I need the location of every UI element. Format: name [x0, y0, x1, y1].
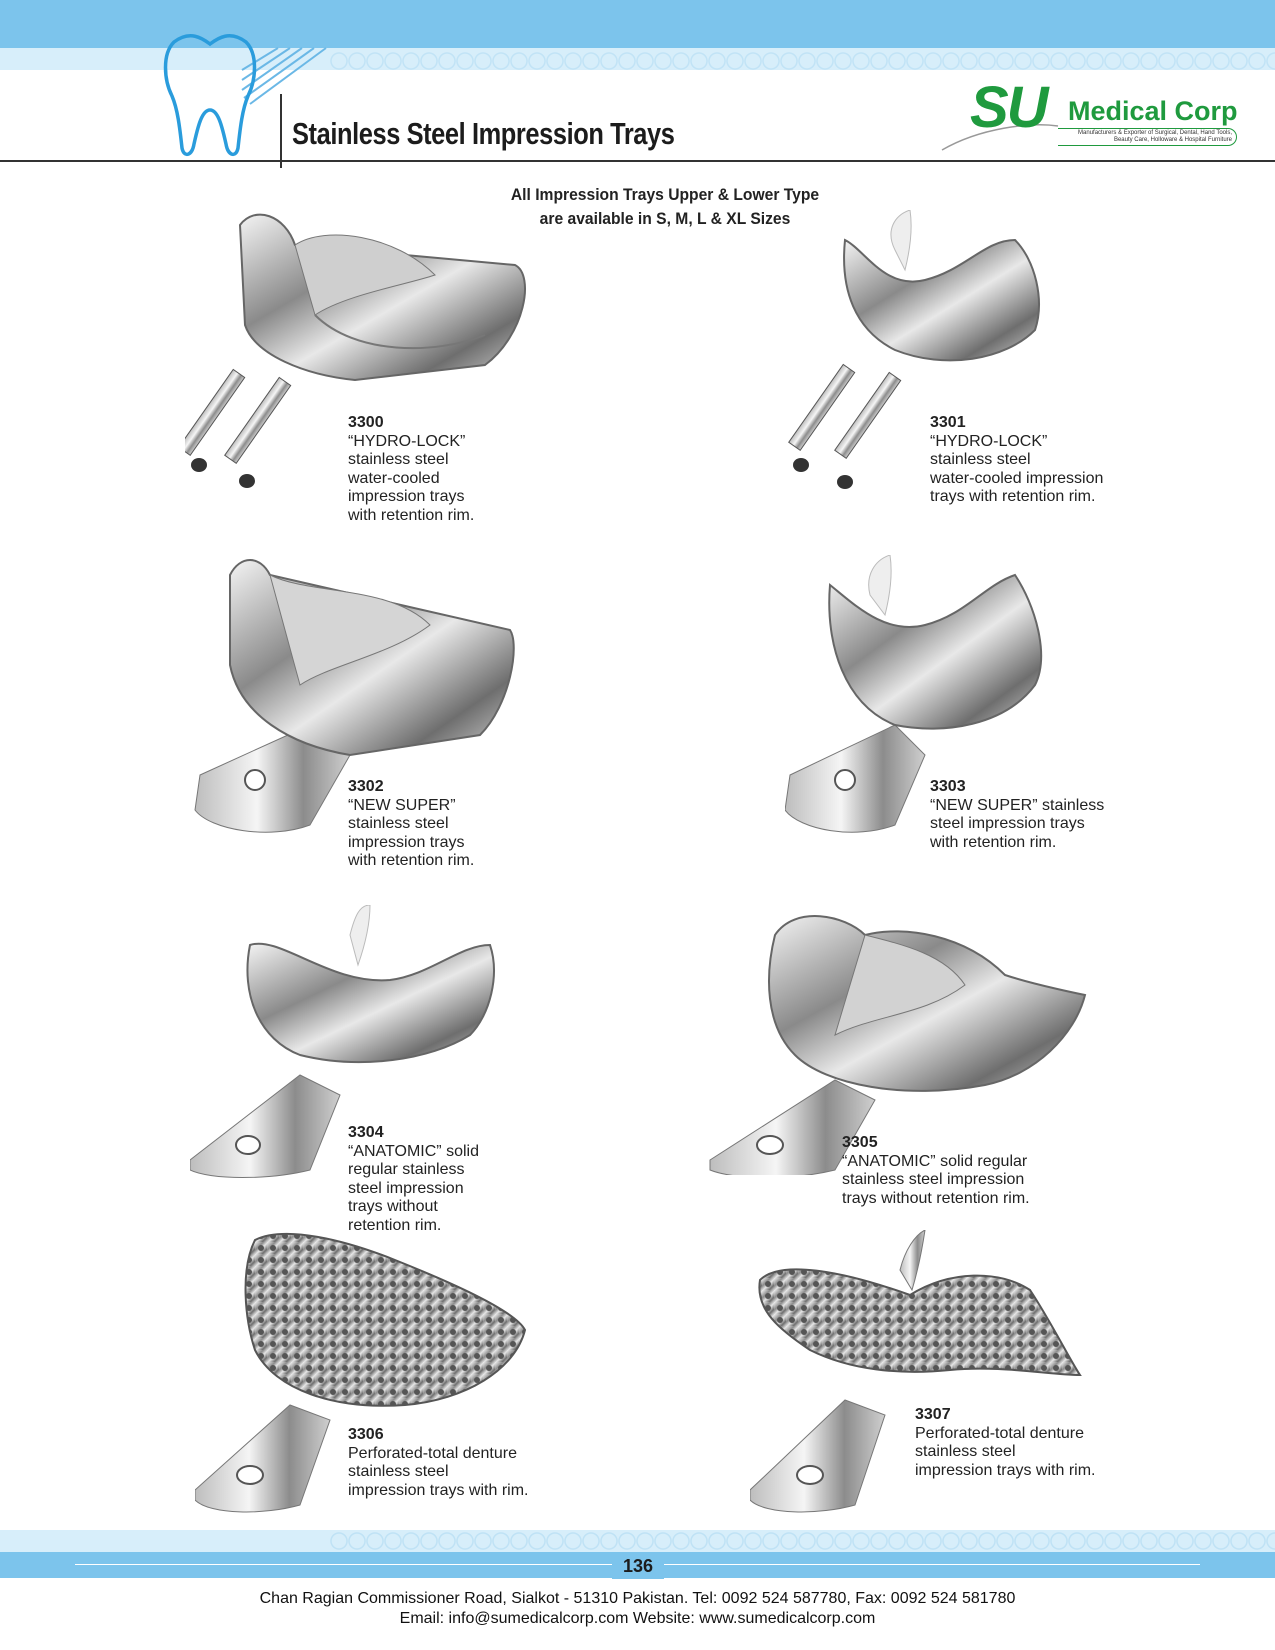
- desc-line: “ANATOMIC” solid regular: [842, 1152, 1028, 1170]
- desc-line: regular stainless: [348, 1161, 465, 1178]
- page-number: 136: [612, 1553, 664, 1579]
- desc-line: impression trays with rim.: [915, 1461, 1096, 1479]
- desc-line: stainless steel: [930, 451, 1031, 468]
- product-3303-desc: [930, 778, 1104, 852]
- logo-tagline-line1: Manufacturers & Exporter of Surgical, Dental, Hand Tools,: [1078, 130, 1232, 136]
- desc-line: impression trays: [348, 488, 465, 505]
- desc-line: steel impression: [348, 1179, 464, 1197]
- desc-line: “NEW SUPER” stainless: [930, 796, 1105, 814]
- product-3301-desc: [930, 414, 1103, 507]
- product-3306-desc: [348, 1426, 528, 1500]
- desc-line: with retention rim.: [930, 833, 1057, 851]
- footer-circle-pattern: [330, 1532, 1275, 1550]
- desc-line: stainless steel: [915, 1443, 1016, 1460]
- title-divider: [280, 94, 282, 168]
- product-code: 3305: [842, 1134, 878, 1151]
- footer-address: Chan Ragian Commissioner Road, Sialkot - 51310 Pakistan. Tel: 0092 524 587780, Fax: 0092 524 581780: [259, 1590, 1016, 1607]
- product-code: 3304: [348, 1124, 384, 1141]
- desc-line: stainless steel: [348, 1463, 449, 1480]
- product-code: 3303: [930, 778, 966, 795]
- availability-line2: are available in S, M, L & XL Sizes: [539, 209, 791, 228]
- product-code: 3300: [348, 414, 384, 431]
- desc-line: water-cooled: [348, 469, 440, 487]
- desc-line: “ANATOMIC” solid: [348, 1142, 479, 1160]
- desc-line: “NEW SUPER”: [348, 796, 456, 814]
- desc-line: trays without retention rim.: [842, 1189, 1030, 1207]
- logo-mark: SU: [970, 75, 1047, 140]
- desc-line: Perforated-total denture: [348, 1444, 517, 1462]
- desc-line: “HYDRO-LOCK”: [348, 432, 466, 450]
- product-3304-desc: [348, 1124, 479, 1235]
- header-rule: [0, 160, 1275, 162]
- tooth-icon: [160, 30, 260, 160]
- desc-line: impression trays with rim.: [348, 1481, 529, 1499]
- desc-line: trays with retention rim.: [930, 488, 1096, 505]
- desc-line: retention rim.: [348, 1216, 442, 1234]
- availability-line1: All Impression Trays Upper & Lower Type: [510, 185, 820, 204]
- footer-email-website: Email: info@sumedicalcorp.com Website: www.sumedicalcorp.com: [399, 1610, 876, 1627]
- product-code: 3307: [915, 1406, 951, 1423]
- footer-contact: [0, 1589, 1275, 1629]
- product-3305-desc: [842, 1134, 1030, 1208]
- desc-line: steel impression trays: [930, 815, 1085, 832]
- desc-line: Perforated-total denture: [915, 1424, 1084, 1442]
- product-3300-desc: [348, 414, 474, 525]
- logo-name: Medical Corp: [1068, 96, 1238, 126]
- desc-line: water-cooled impression: [930, 469, 1104, 487]
- product-3307-desc: [915, 1406, 1095, 1480]
- page-title: Stainless Steel Impression Trays: [292, 116, 675, 151]
- product-code: 3306: [348, 1426, 384, 1443]
- desc-line: stainless steel: [348, 451, 449, 468]
- product-3302-desc: [348, 778, 474, 871]
- header-circle-pattern: [330, 52, 1275, 70]
- company-logo: [940, 74, 1240, 154]
- desc-line: trays without: [348, 1198, 438, 1215]
- desc-line: with retention rim.: [348, 852, 475, 869]
- desc-line: stainless steel impression: [842, 1171, 1025, 1188]
- desc-line: impression trays: [348, 833, 465, 851]
- product-code: 3302: [348, 778, 384, 795]
- product-code: 3301: [930, 414, 966, 431]
- logo-tagline: [1058, 128, 1237, 146]
- desc-line: stainless steel: [348, 815, 449, 832]
- logo-tagline-line2: Beauty Care, Holloware & Hospital Furniture: [1113, 137, 1232, 143]
- desc-line: with retention rim.: [348, 506, 475, 524]
- desc-line: “HYDRO-LOCK”: [930, 432, 1048, 450]
